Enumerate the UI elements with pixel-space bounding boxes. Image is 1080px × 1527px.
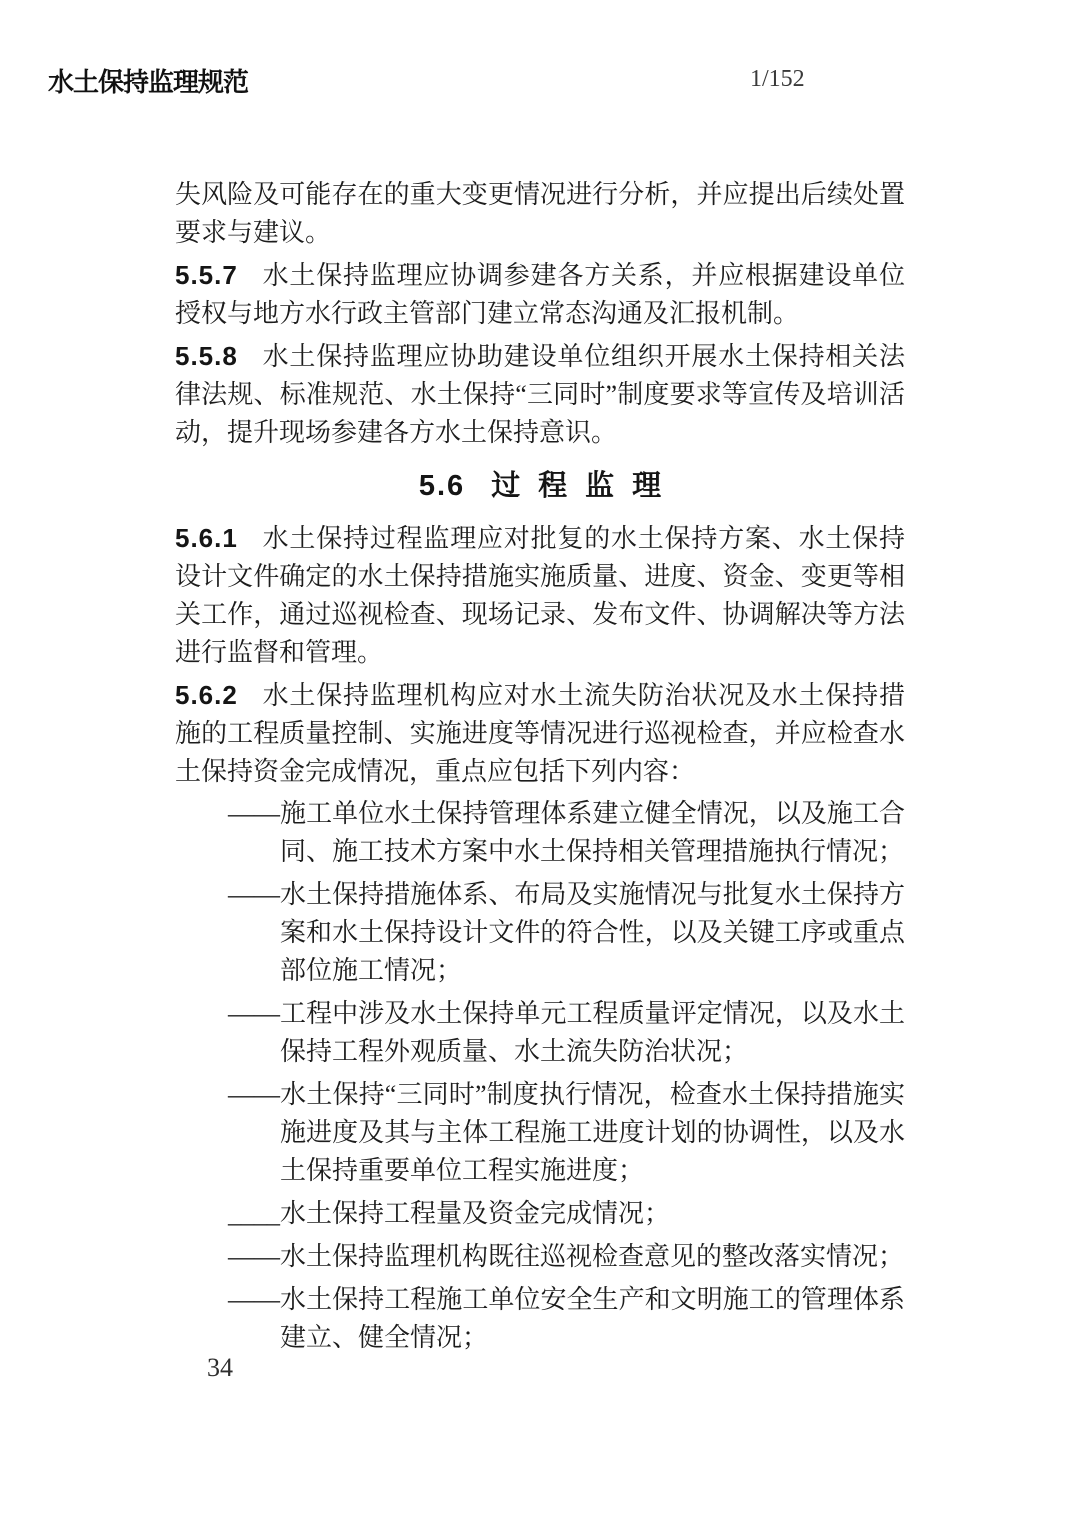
section-title: 过程监理 — [491, 470, 680, 502]
list-item: ——水土保持监理机构既往巡视检查意见的整改落实情况； — [228, 1242, 905, 1271]
page-indicator: 1/152 — [750, 66, 805, 92]
list-item: ——水土保持工程施工单位安全生产和文明施工的管理体系建立、健全情况； — [228, 1285, 905, 1352]
list-item: ——工程中涉及水土保持单元工程质量评定情况，以及水土保持工程外观质量、水土流失防治状况； — [228, 999, 905, 1066]
list-item: ——水土保持“三同时”制度执行情况，检查水土保持措施实施进度及其与主体工程施工进度计划的协调性，以及水土保持重要单位工程实施进度； — [228, 1080, 905, 1185]
paragraph-continuation — [175, 176, 905, 252]
clause-5-6-1 — [175, 519, 905, 672]
document-content — [175, 176, 905, 1362]
clause-text: 水土保持监理应协调参建各方关系，并应根据建设单位授权与地方水行政主管部门建立常态沟通及汇报机制。 — [175, 261, 905, 328]
clause-text: 水土保持过程监理应对批复的水土保持方案、水土保持设计文件确定的水土保持措施实施质量、进度、资金、变更等相关工作，通过巡视检查、现场记录、发布文件、协调解决等方法进行监督和管理。 — [175, 524, 905, 667]
clause-5-5-8 — [175, 337, 905, 452]
clause-number: 5.5.7 — [175, 260, 238, 290]
list-item: ——水土保持措施体系、布局及实施情况与批复水土保持方案和水土保持设计文件的符合性，以及关键工序或重点部位施工情况； — [228, 880, 905, 985]
clause-5-5-7 — [175, 256, 905, 333]
section-number: 5.6 — [418, 470, 466, 502]
paragraph-text: 失风险及可能存在的重大变更情况进行分析，并应提出后续处置要求与建议。 — [175, 180, 905, 247]
clause-number: 5.6.2 — [175, 680, 238, 710]
clause-text: 水土保持监理应协助建设单位组织开展水土保持相关法律法规、标准规范、水土保持“三同时”制度要求等宣传及培训活动，提升现场参建各方水土保持意识。 — [175, 342, 905, 447]
clause-5-6-2 — [175, 676, 905, 791]
clause-number: 5.6.1 — [175, 523, 238, 553]
bullet-list — [175, 795, 905, 1357]
clause-text: 水土保持监理机构应对水土流失防治状况及水土保持措施的工程质量控制、实施进度等情况进行巡视检查，并应检查水土保持资金完成情况，重点应包括下列内容： — [175, 681, 905, 786]
list-item: ____水土保持工程量及资金完成情况； — [228, 1199, 671, 1228]
page-number: 34 — [207, 1353, 233, 1382]
section-heading — [175, 466, 905, 506]
list-item: ——施工单位水土保持管理体系建立健全情况，以及施工合同、施工技术方案中水土保持相关管理措施执行情况； — [228, 799, 905, 866]
clause-number: 5.5.8 — [175, 341, 238, 371]
document-title: 水土保持监理规范 — [48, 67, 249, 97]
